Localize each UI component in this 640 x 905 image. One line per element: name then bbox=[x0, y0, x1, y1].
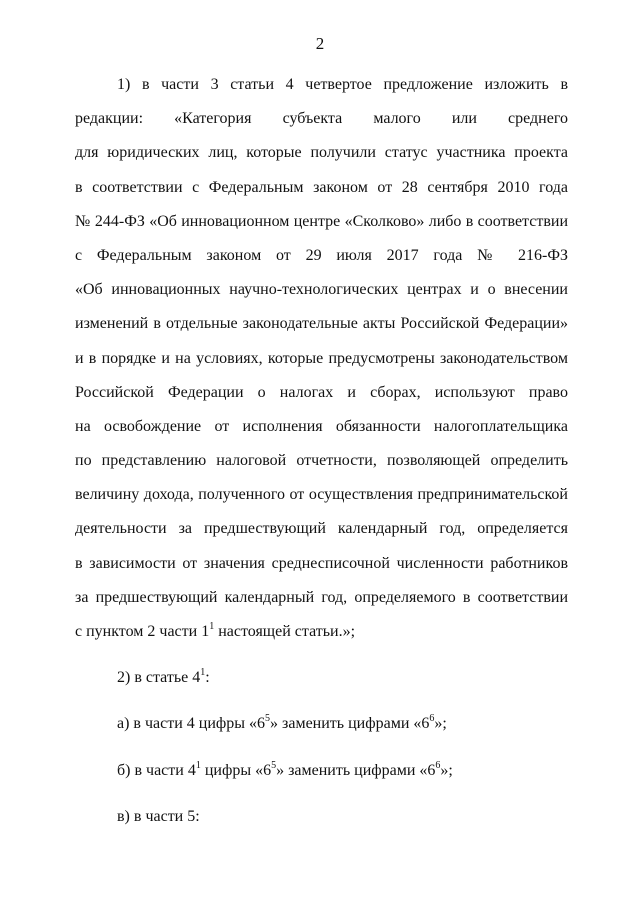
paragraph-line: величину дохода, полученного от осуществления предпринимательской bbox=[75, 486, 568, 504]
item-b bbox=[75, 754, 568, 788]
item-2-article-4-1 bbox=[75, 661, 568, 695]
text-fragment: б) в части 4 bbox=[117, 761, 196, 779]
superscript: 1 bbox=[200, 667, 206, 679]
paragraph-line: по представлению налоговой отчетности, позволяющей определить bbox=[75, 452, 568, 470]
text-fragment: а) в части 4 цифры «6 bbox=[117, 715, 266, 733]
item-a bbox=[75, 707, 568, 741]
superscript: 1 bbox=[209, 621, 215, 632]
paragraph-line: 1) в части 3 статьи 4 четвертое предложение изложить в bbox=[117, 76, 568, 93]
paragraph-line: «Об инновационных научно-технологических центрах и о внесении bbox=[75, 281, 568, 299]
superscript: 6 bbox=[429, 713, 435, 725]
paragraph-last-line bbox=[75, 615, 568, 649]
text-fragment: настоящей статьи.»; bbox=[214, 623, 356, 640]
paragraph-part-3-article-4 bbox=[75, 68, 568, 649]
text-fragment: : bbox=[205, 669, 210, 687]
text-fragment: » заменить цифрами «6 bbox=[270, 715, 430, 733]
paragraph-line: на освобождение от исполнения обязанности налогоплательщика bbox=[75, 417, 568, 435]
paragraph-line: за предшествующий календарный год, определяемого в соответствии bbox=[75, 588, 568, 606]
text-fragment: цифры «6 bbox=[200, 761, 272, 779]
item-v: в) в части 5: bbox=[117, 807, 200, 825]
document-body bbox=[75, 68, 568, 834]
paragraph-line: изменений в отдельные законодательные акты Российской Федерации» bbox=[75, 315, 568, 333]
text-fragment: »; bbox=[434, 715, 447, 733]
text-fragment: » заменить цифрами «6 bbox=[276, 761, 436, 779]
paragraph-line: для юридических лиц, которые получили статус участника проекта bbox=[75, 144, 568, 162]
paragraph-line: редакции: «Категория субъекта малого или среднего bbox=[75, 110, 568, 128]
text-fragment: »; bbox=[440, 761, 453, 779]
page-number: 2 bbox=[315, 34, 325, 53]
superscript: 6 bbox=[435, 759, 441, 771]
text-fragment: с пунктом 2 части 1 bbox=[75, 623, 210, 640]
paragraph-line: деятельности за предшествующий календарный год, определяется bbox=[75, 520, 568, 538]
text-fragment: 2) в статье 4 bbox=[117, 669, 201, 687]
superscript: 5 bbox=[271, 759, 277, 771]
paragraph-line: с Федеральным законом от 29 июля 2017 года № 216-ФЗ bbox=[75, 246, 568, 264]
paragraph-line: № 244-ФЗ «Об инновационном центре «Сколково» либо в соответствии bbox=[75, 212, 568, 230]
paragraph-line: Российской Федерации о налогах и сборах, используют право bbox=[75, 383, 568, 401]
superscript: 1 bbox=[195, 759, 201, 771]
superscript: 5 bbox=[265, 713, 271, 725]
paragraph-line: в соответствии с Федеральным законом от 28 сентября 2010 года bbox=[75, 178, 568, 196]
paragraph-line: в зависимости от значения среднесписочной численности работников bbox=[75, 554, 568, 572]
paragraph-line: и в порядке и на условиях, которые предусмотрены законодательством bbox=[75, 349, 568, 367]
